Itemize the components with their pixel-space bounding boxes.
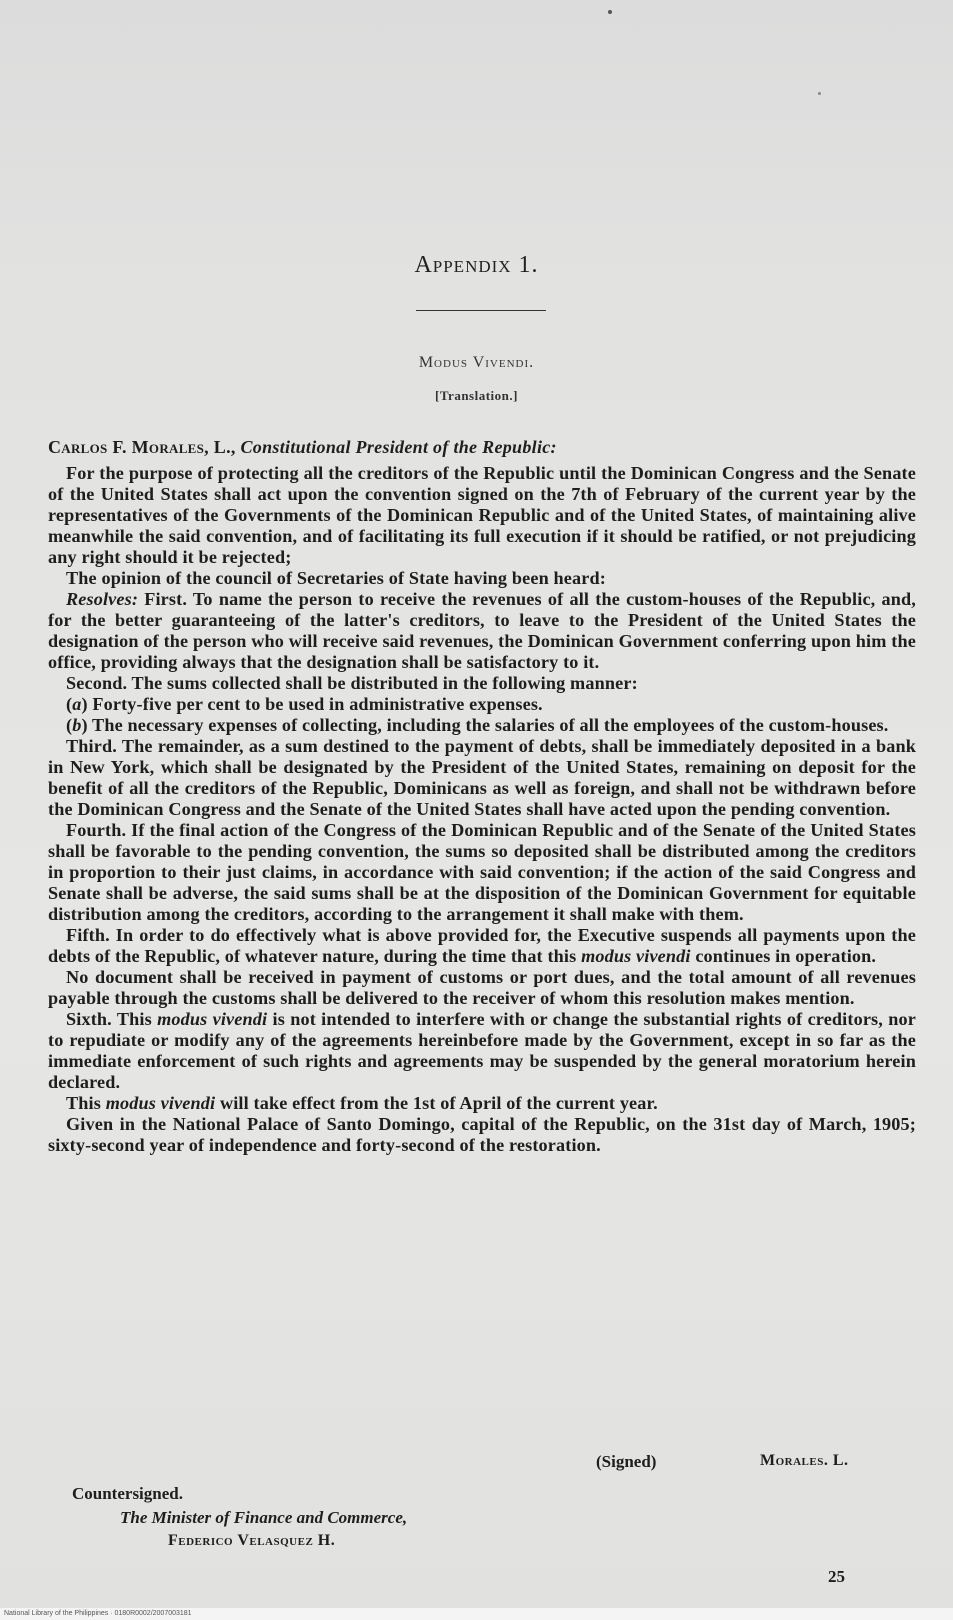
scan-speck: [608, 10, 612, 14]
countersigned-label: Countersigned.: [72, 1484, 183, 1503]
paragraph: Fourth. If the final action of the Congress of the Dominican Republic and of the Senate of the United States shall be favorable to the pending convention, the sums so deposited shall be distributed among the creditors in proportion to their just claims, in accordance with said convention; if the action of the said Congress and Senate shall be adverse, the said sums shall be at the disposition of the Dominican Government for equitable distribution among the creditors, according to the arrangement it shall make with them.: [48, 820, 916, 924]
paragraph: This modus vivendi will take effect from the 1st of April of the current year.: [66, 1093, 658, 1113]
paragraph: Given in the National Palace of Santo Domingo, capital of the Republic, on the 31st day of March, 1905; sixty-second year of independence and forty-second of the restoration.: [48, 1114, 916, 1155]
minister-name: Federico Velasquez H.: [168, 1532, 336, 1549]
paragraph: For the purpose of protecting all the creditors of the Republic until the Dominican Congress and the Senate of the United States shall act upon the convention signed on the 7th of February of the current year by the representatives of the Governments of the Dominican Republic and of the United States, of maintaining alive meanwhile the said convention, and of facilitating its full execution if it should be ratified, or not prejudicing any right should it be rejected;: [48, 463, 916, 567]
paragraph: (a) Forty-five per cent to be used in administrative expenses.: [66, 694, 543, 714]
minister-title: The Minister of Finance and Commerce,: [120, 1508, 408, 1527]
decree-author: Carlos F. Morales, L.,: [48, 437, 236, 457]
footer-credit: National Library of the Philippines · 0180R0002/2007003181: [0, 1608, 953, 1620]
signed-label: (Signed): [596, 1452, 657, 1471]
decree-header: [48, 437, 918, 458]
scan-speck: [818, 92, 821, 95]
paragraph: No document shall be received in payment of customs or port dues, and the total amount of all revenues payable through the customs shall be delivered to the receiver of whom this resolution makes mention.: [48, 967, 916, 1008]
signer-name: Morales. L.: [760, 1452, 849, 1469]
translation-note: [Translation.]: [435, 388, 518, 403]
appendix-heading: Appendix 1.: [414, 252, 539, 278]
paragraph: (b) The necessary expenses of collecting, including the salaries of all the employees of the custom-houses.: [66, 715, 889, 735]
decree-author-title: Constitutional President of the Republic:: [240, 437, 557, 457]
decree-body: [48, 463, 916, 1156]
paragraph: Third. The remainder, as a sum destined to the payment of debts, shall be immediately deposited in a bank in New York, which shall be designated by the President of the United States, remaining on deposit for the benefit of all the creditors of the Republic, Dominicans as well as foreign, and shall not be withdrawn before the Dominican Congress and the Senate of the United States shall have acted upon the pending convention.: [48, 736, 916, 819]
page-number: 25: [828, 1567, 845, 1586]
paragraph: Second. The sums collected shall be distributed in the following manner:: [66, 673, 638, 693]
heading-divider: [416, 310, 546, 311]
paragraph: The opinion of the council of Secretaries of State having been heard:: [66, 568, 606, 588]
paragraph: Fifth. In order to do effectively what is above provided for, the Executive suspends all payments upon the debts of the Republic, of whatever nature, during the time that this modus vivendi continues in operation.: [48, 925, 916, 966]
document-subtitle: Modus Vivendi.: [418, 354, 535, 371]
paragraph: Sixth. This modus vivendi is not intended to interfere with or change the substantial rights of creditors, nor to repudiate or modify any of the agreements hereinbefore made by the Government, except in so far as the immediate enforcement of such rights and agreements may be suspended by the general moratorium herein declared.: [48, 1009, 916, 1092]
paragraph: Resolves: First. To name the person to receive the revenues of all the custom-houses of the Republic, and, for the better guaranteeing of the latter's creditors, to leave to the President of the United States the designation of the person who will receive said revenues, the Dominican Government conferring upon him the office, providing always that the designation shall be satisfactory to it.: [48, 589, 916, 672]
